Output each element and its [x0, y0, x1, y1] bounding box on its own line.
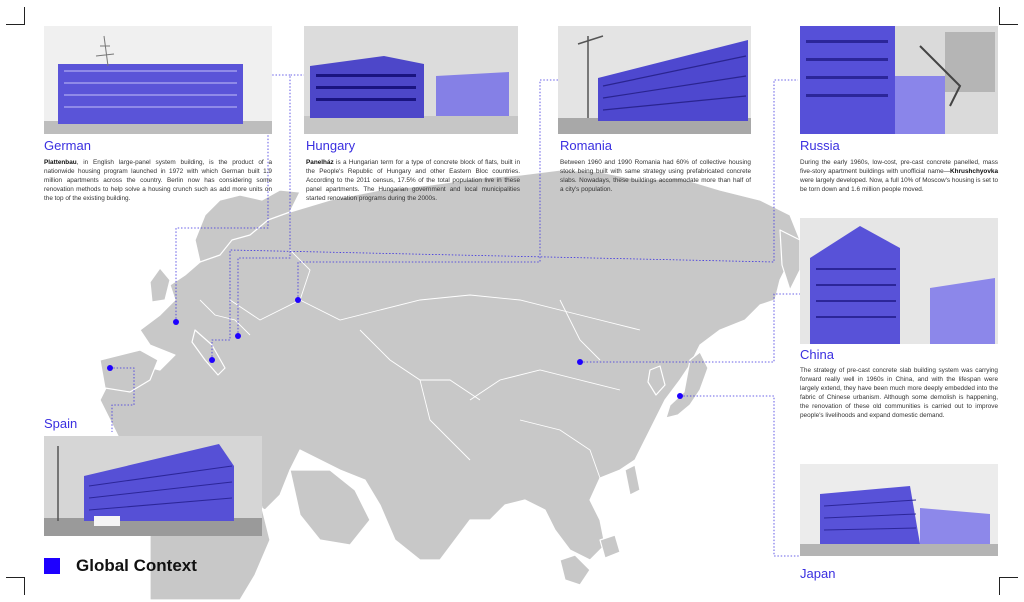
- photo-hungary-panelhaz: [304, 26, 518, 134]
- location-dot-germany: [173, 319, 179, 325]
- country-title-china: China: [800, 347, 834, 362]
- page-title: Global Context: [76, 556, 197, 575]
- location-dot-romania: [295, 297, 301, 303]
- connector-china: [580, 294, 800, 362]
- country-title-romania: Romania: [560, 138, 613, 153]
- description-germany: [44, 158, 272, 203]
- location-dot-china: [577, 359, 583, 365]
- photo-china-slab-buildings: [800, 218, 998, 344]
- country-title-hungary: Hungary: [306, 138, 356, 153]
- photo-germany-plattenbau: [44, 26, 272, 134]
- location-dot-spain: [107, 365, 113, 371]
- description-hungary: [306, 158, 520, 203]
- description-hungary-text: is a Hungarian term for a type of concrete block of flats, built in the People's Republic of Hungary and other Eastern Bloc countries. According to the 2011 census, 17.5% of the total population live in these panel apartments. The Hungarian government and local municipalities started renovation programs during the 2000s.: [306, 159, 520, 203]
- photo-spain-apartment: [44, 436, 262, 536]
- location-dot-japan: [677, 393, 683, 399]
- description-romania: Between 1960 and 1990 Romania had 60% of collective housing stock being built with same strategy using prefabricated concrete slabs. Nowadays, these buildings accommodate more than half of a city's population.: [560, 159, 751, 194]
- description-russia: [800, 158, 998, 194]
- description-china: The strategy of pre-cast concrete slab building system was carrying forward really well in 1960s in China, and with the lifespan were largely extend, they have been much more deeply embedded into the fabric of Chinese urbanism. Although some demolish is happening, the renovation of these old communities is carried out to improve people's livelihoods and expand domestic demand.: [800, 367, 998, 420]
- description-russia-text-end: were largely developed. Now, a full 10% of Moscow's housing is set to be torn down and 1.6 million people moved.: [800, 177, 999, 194]
- term-plattenbau: Plattenbau: [44, 159, 77, 166]
- country-title-spain: Spain: [44, 416, 78, 431]
- location-dot-hungary: [235, 333, 241, 339]
- connector-spain: [110, 368, 134, 432]
- description-germany-text: , in English large-panel system building, is the product of a nationwide housing program launched in 1972 with which German built 1.9 million apartments across the country. Berlin now has considering some renovation methods to help solve a housing crunch such as add more units on the top of the existing building.: [44, 159, 272, 203]
- term-khrushchyovka: Khrushchyovka: [950, 168, 998, 176]
- location-dot-russia: [209, 357, 215, 363]
- country-title-russia: Russia: [800, 138, 840, 153]
- photo-romania-blocks: [558, 26, 751, 134]
- country-title-japan: Japan: [800, 566, 836, 581]
- connector-japan: [680, 396, 800, 556]
- photo-russia-khrushchyovka: [800, 26, 998, 134]
- term-panelhaz: Panelház: [306, 159, 334, 166]
- description-russia-text-start: During the early 1960s, low-cost, pre-cast concrete panelled, mass five-story apartment buildings with unofficial name—: [800, 159, 998, 176]
- country-title-germany: German: [44, 138, 91, 153]
- legend-square-marker: [44, 558, 60, 574]
- photo-japan-housing: [800, 464, 998, 556]
